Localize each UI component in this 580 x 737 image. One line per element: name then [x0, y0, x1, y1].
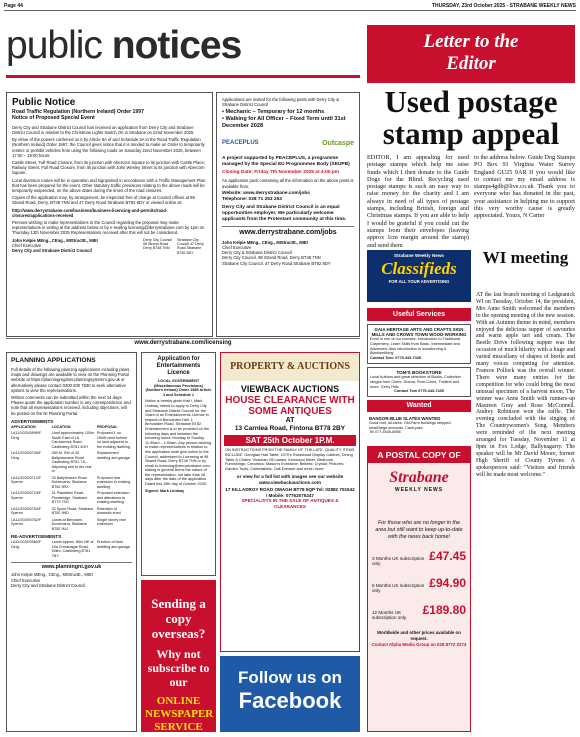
wanted-heading: Wanted — [367, 400, 471, 412]
auction-contact: 17 KILLADROY ROAD OMAGH BT78 5QP Tel: 02882 751542 / Mobile: 07762075247 — [225, 487, 355, 498]
location-cell: Land approximately 100m South East of 18 Carrickmore Road, Castlederg BT81 4GH — [51, 431, 95, 449]
rate-3-price: £47.45 — [429, 549, 466, 563]
postal-brand2: WEEKLY NEWS — [394, 487, 444, 493]
toms-body: Local Authors and great selection of Books, Collection ranges from Crime, Drama, Rom-Coms, Thrillers and more. Gerry Hills — [370, 375, 461, 389]
licensing-url[interactable]: www.derrystrabane.com/licensing — [6, 338, 360, 348]
toms-bookstore-ad — [367, 367, 471, 397]
viewback-title: VIEWBACK AUCTIONS — [240, 384, 340, 394]
toms-contact: Contact Tom 0775-343-7435 — [394, 389, 444, 394]
rate-6-label: 6 Months UK subscription only — [372, 583, 425, 593]
letter-to-editor-banner — [367, 25, 575, 83]
application-cell: LA11/2025/0724/F Sperrin — [11, 491, 42, 500]
toms-title: TOM'S BOOKSTORE — [396, 370, 442, 375]
table-row — [11, 431, 132, 449]
proposal-cell: Erection of farm dwelling and garage — [96, 540, 130, 549]
road-closure-notice — [6, 92, 213, 337]
entertainments-licence — [141, 352, 216, 576]
rate-3-label: 3 Months UK subscription only — [372, 556, 425, 566]
jobs-signature-role: Chief Executive — [222, 245, 252, 251]
location-cell: LOCATION — [51, 424, 71, 429]
classifieds-banner — [367, 250, 471, 302]
application-cell: LA11/2025/0580/F Derg — [11, 540, 42, 549]
rate-6-months — [372, 576, 466, 593]
planning-table-readvert — [11, 540, 132, 558]
online-subscription-advert[interactable] — [141, 580, 216, 732]
header-date: THURSDAY, 23rd October 2025 - STRABANE WEEKLY NEWS — [431, 3, 576, 9]
title-underline — [6, 75, 360, 78]
notice-p5: Copies of the application may, by arrangement, be inspected free of charge at Council offices at 98 Strand Road, Derry, BT48 7NN and 47 Derry Road Strabane BT82 8DY or viewed online at: — [12, 195, 195, 206]
licence-body: Notice is hereby given that I, Mark Lindsay, intend to apply to Derry City and Strabane District Council for the Grant of an Entertainments Licence in respect of Benvarden Hall, 1 Benvarden Road, Strabane BT82. Entertainment is to be provided on the following days and between the following hours: Monday to Sunday 11:30am – 1:00am. Any person wishing to make representations in relation to this application shall give notice to the Council, addressed to Licensing at 98 Strand Road, Derry BT48 7NN or by email to licensing@derrystrabane.com, stating in general terms the nature of the representation, not later than 28 days after the date of the application. Dated this 15th day of October 2025. — [145, 399, 212, 487]
jobs-equal-opportunity: Derry City and Strabane District Council is an equal opportunities employer. We particularly welcome applicants from the Protestant community at this time. — [222, 204, 347, 222]
classifieds-paper: Strabane Weekly News — [394, 253, 444, 258]
jobs-pack: An application pack containing all the information on the above posts is available from: — [222, 178, 354, 189]
location-cell: Lands approx. 80m NE of 15a Crossnagar Road, Killen, Castlederg BT81 7NY — [51, 540, 94, 558]
notice-signature-role: Chief Executive — [12, 242, 42, 248]
application-cell: APPLICATION — [11, 424, 36, 429]
bangor-title: BANGOR-BLUE SLATES WANTED — [369, 416, 441, 421]
letter-col2: to the address below. Guide Dog Stamps PO Box 91 Virginia Water Surrey England GU25 9AR If you would like to contact me my email address is stamps4gdb@live.co.uk Thank you to everyone who has donated in the past, your assistance in helping me to support this very worthy cause is greatly appreciated. Yours, N Carter — [474, 154, 575, 220]
planning-p2: Written comments can be submitted within the next 14 days. Please quote the application number in any correspondence and note that all representations received, including objections, will be posted on the NI Planning Portal. — [11, 395, 131, 416]
wi-body: AT the last branch meeting of Ledgeanick WI on Tuesday, October 14, the president, Mrs Anne Smith welcomed the members to the opening meeting of the new session. With an Autumn theme in mind, members enjoyed the delicious supper of savouries and warm apple tart and cream. The Beetle Drive following supper was the occasion of much hilarity with a huge and varied miscellany of shapes of beetle and many voices competing for attention. Frances Pollock was the overall winner. There were many entries for the competition for who could bring the most unusual specimen of a harvest moon. The winner was Anne Smith with runners-up Maureen Gray and Rose McConnell. Audrey Robinson won the raffle. The evening concluded with the singing of The Countrywomen's Song. Members were reminded of the next meeting arranged for Tuesday, November 11 at 8pm in Fox Lodge, Ballynagarry. The speaker will be Mr David Moore, former High Sheriff of County Tyrone. A spokesperson said: "Visitors and friends will be made most welcome." — [476, 292, 575, 478]
postal-brand: Strabane — [389, 469, 449, 486]
auction-specialists: SPECIALISTS IN THE SALE OF ANTIQUES & CLEARANCES — [241, 498, 339, 509]
jobs-telephone: Telephone: 028 71 253 253 — [222, 196, 282, 202]
licence-sub: LOCAL GOVERNMENT (Miscellaneous Provisions) (Northern Ireland) Order 1985 Article 3 and Schedule 1 — [145, 379, 212, 397]
location-cell: 32 Spout Road, Strabane, BT82 9ND — [51, 506, 95, 516]
table-row — [11, 518, 132, 532]
planning-signature-org: Derry City and Strabane District Council — [11, 582, 86, 588]
gaia-contact: Contact Tom: 0775-343-7435 — [370, 355, 421, 360]
bangor-slates-ad — [367, 414, 471, 442]
gaia-title: GAIA HERITAGE ARTS AND CRAFTS SIGN MILLS AND CROWS TOWN WOOD-WORKING — [371, 327, 467, 338]
auction-at: AT — [285, 417, 295, 424]
letter-col1: EDITOR, I am appealing for used postage stamps which help me raise funds which I then donate to the Guide Dogs for the Blind. Recycling used postage stamps is such an easy way to raise money for the charity and I am always in need of all types of postage stamps, including British, foreign and Christmas stamps. If you are able to help I would be grateful if you could cut the stamps from their envelopes (leaving approx 1cm margin around the stamp) and send them — [367, 154, 469, 249]
notice-p2: By virtue of the powers conferred on it by Article 8A of and Schedule 3A to the Road Traffic Regulation (Northern Ireland) Order 1997, the Council gives notice that it is minded to make an Order to temporarily restrict or prohibit vehicles from using the following roads on Saturday 22nd November 2025, between 17:00 – 19:00 hours. — [12, 137, 205, 158]
proposal-cell: Retention of domestic shed — [96, 506, 121, 516]
planning-signature-role: Chief Executive — [11, 577, 41, 583]
title-word-public: public — [6, 24, 102, 67]
auction-date: SAT 25th October 1P.M. — [224, 435, 356, 446]
table-row — [11, 507, 132, 516]
notice-sub1: Road Traffic Regulation (Northern Ireland) Order 1997 — [12, 109, 145, 115]
property-auctions-banner: PROPERTY & AUCTIONS — [221, 353, 359, 381]
postal-text: For those who are no longer in the area but still want to keep up-to-date with the news back home! — [375, 520, 463, 540]
banner-line1: Letter to the — [423, 31, 519, 52]
proposal-cell: Proposed rear extension to existing dwelling — [96, 475, 131, 489]
notice-signature: John Kelpie MEng., CEng., MIStructE., MIEI — [12, 237, 98, 243]
bangor-body: Good roof, all-sizes. Old-Farm buildings stripped, small/large amounts. Cash-paid. — [369, 421, 452, 430]
application-cell: LA11/2025/0899/F Derg — [11, 431, 42, 440]
house-clearance-heading: HOUSE CLEARANCE WITH SOME ANTIQUES — [225, 395, 355, 417]
page-header — [4, 3, 576, 11]
facebook-line2: Facebook — [238, 688, 342, 713]
useful-services-heading: Useful Services — [367, 308, 471, 321]
jobs-url[interactable]: www.derrystrabane.com/jobs — [222, 226, 354, 238]
application-cell: LA11/2025/0712/F Sperrin — [11, 475, 42, 485]
application-cell: LA11/2025/0762/F Sperrin — [11, 517, 42, 527]
notice-p6: Persons wishing to make representations to the Council regarding the proposal may make representations in writing at the address below or by e-mailing licensing@derrystrabane.com by 1pm on Thursday 13th November 2025 Representations received after this will not be considered. — [12, 220, 205, 236]
subscribe-line1: Sending a copy overseas? — [151, 596, 206, 641]
job-walking-officer: • Walking for All Officer – Fixed Term until 31st December 2028 — [222, 116, 346, 130]
planning-signature: John Kelpie MEng., CEng., MIStructE., MIEI — [11, 572, 93, 578]
notice-p4: Local diversion routes will be in operation and signposted in accordance with a Traffic Management Plan that has been prepared for the event. Other statutory traffic provisions relating to the above roads will be temporarily suspended, on the above dates during the times of the road closures. — [12, 177, 206, 194]
table-row — [11, 476, 132, 490]
auction-address: 13 Carnlea Road, Fintona BT78 2BY — [234, 425, 346, 432]
planning-p1: Full details of the following planning applications including plans, maps and drawings are available to view on the Planning Portal website at https://planningregister.planningsystemni.gov.uk or alternatively please contact 0300 200 7830 to seek alternative options to view the representations. — [11, 367, 131, 393]
notice-p1: Derry City and Strabane District Council has received an application from Derry City and Strabane District Council in relation to the Christmas Lights Switch On in Strabane on 22nd November 2025. — [12, 124, 195, 136]
title-word-notices: notices — [111, 24, 242, 67]
planning-ads-heading: ADVERTISEMENTS — [11, 418, 54, 424]
postal-copy-advert — [367, 446, 471, 732]
viewback-auction-advert — [220, 352, 360, 652]
table-header — [11, 425, 132, 430]
jobs-closing-date: Closing Date: Friday 7th November 2025 at 4:00 pm — [222, 170, 340, 176]
classifieds-title: Classifieds — [381, 259, 457, 278]
notice-p3: Castle Street, Full Road Closure, from its junction with Abercorn Square to its junction with Castle Place; Railway Street, Full Road Closure, from its junction with John Wesley Street to its junction with Abercorn Square. — [12, 160, 205, 176]
derry-address: Derry City Council 98 Strand Road Derry BT48 7NN — [143, 237, 172, 251]
gaia-ad — [367, 324, 471, 364]
proposal-cell: Replacement dwelling and garage — [96, 451, 130, 460]
postal-note: Worldwide and other prices available on request. — [377, 630, 461, 641]
location-cell: 31 Plantation Road, Plumbridge, Strabane BT79 7SG — [51, 491, 88, 505]
postal-heading: A POSTAL COPY OF — [368, 447, 470, 463]
jobs-signature-org: Derry City & Strabane District Council — [222, 250, 292, 256]
subscribe-line3: ONLINE NEWSPAPER SERVICE — [145, 695, 214, 733]
licence-title: Application for Entertainments Licence — [156, 356, 201, 376]
planning-readvert-heading: RE-ADVERTISEMENTS — [11, 534, 62, 540]
letter-headline: Used postage stamp appeal — [382, 84, 560, 151]
licence-signed: Signed: Mark Lindsay — [145, 488, 185, 493]
proposal-cell: Proposed 1 no. 15kW wind turbine on land adjacent to the existing dwelling — [96, 431, 130, 449]
bangor-phone: Tel 077-4545-8958 — [369, 430, 401, 435]
jobs-website[interactable]: Website: www.derrystrabane.com/jobs — [222, 190, 310, 196]
notice-title: Public Notice — [12, 97, 76, 108]
rate-12-price: £189.80 — [422, 603, 466, 617]
proposal-cell: Single storey rear extension — [96, 517, 126, 527]
job-mechanic: • Mechanic – Temporary for 12 months — [222, 109, 325, 116]
rate-12-months — [372, 603, 466, 620]
notice-signature-org: Derry City and Strabane District Council — [12, 248, 92, 254]
notice-sub2: Notice of Proposed Special Event — [12, 115, 95, 122]
planning-url[interactable]: www.planningni.gov.uk — [11, 562, 132, 572]
application-cell: LA11/2025/0754/F Sperrin — [11, 506, 42, 516]
section-title — [6, 26, 241, 66]
notice-link[interactable]: http://www.derrystrabane.com/business/business-licencing-and-permits/road-closures/applications-received — [12, 207, 168, 218]
planning-table — [11, 425, 132, 532]
jobs-advert — [216, 92, 360, 337]
postal-contact: Contact Alpha Media Group on 028 8772 2274 — [371, 642, 467, 647]
outcaspe-logo: Outcaspe — [322, 139, 354, 147]
strabane-address: Strabane City Council 47 Derry Road Strabane BT82 8DY — [177, 237, 204, 255]
planning-title: PLANNING APPLICATIONS — [11, 357, 96, 364]
rate-12-label: 12 Months UK subscription only — [372, 610, 407, 620]
table-row — [11, 451, 132, 474]
table-row — [11, 540, 132, 558]
jobs-project: A project supported by PEACEPLUS, a programme managed by the Special EU Programmes Body (SEUPB) — [222, 156, 350, 168]
banner-line2: Editor — [446, 53, 496, 74]
wi-title: WI meeting — [482, 248, 569, 267]
peaceplus-logo: PEACEPLUS — [222, 140, 259, 147]
jobs-intro: Applications are invited for the following posts with Derry City & Strabane District Council — [222, 97, 340, 108]
facebook-advert[interactable] — [220, 656, 360, 732]
classifieds-tagline: FOR ALL YOUR ADVERTISING — [388, 279, 450, 284]
subscribe-line2: Why not subscribe to our — [147, 647, 210, 689]
auction-description: ON INSTRUCTIONS FROM THE FAMILY OF THE LATE. QUALITY ITEMS INCLUDE: Georgian Hall Table; 1970's Rosewood Display Cabinet; Dining Table & Chairs; Victorian Oil Lamps; Kenwood Mixer; Bedroom Furnishings; Ceramics; Mason's Ironstone; Belleek; Crystal; Pictures; Garden Tools; Collectables; Oak Dresser and much more. — [225, 447, 355, 472]
proposal-cell: Proposed extension and alterations to existing dwelling — [96, 491, 130, 505]
jobs-signature: John Kelpie MEng., CEng., MIStructE., MIEI — [222, 239, 308, 245]
gaia-body: Enrol in one of our courses. Introduction to Traditional Carpentery. Learn Skills from Basic, Intermediate and Advanced. Also introduction to woodturning & Blacksmithing — [370, 337, 461, 356]
location-cell: 33 Ballyheaven Road Donemana, Strabane BT82 9RX — [51, 475, 87, 489]
rate-6-price: £94.90 — [429, 576, 466, 590]
auction-website[interactable]: or view for a full list with images see our website www.viewbackauctions.com — [236, 473, 344, 485]
location-cell: 280 M. SW of 20 Ballymacrane Road Castlederg BT81 7JL - Adjoining and to the rear of — [51, 451, 92, 474]
facebook-line1: Follow us on — [238, 668, 342, 687]
jobs-address-derry: Derry City Council, 98 Strand Road, Derry BT48 7NN — [222, 255, 321, 261]
location-cell: Lands at Benowen, Donemana, Strabane BT82 9UJ — [51, 517, 87, 531]
rate-3-months — [372, 549, 466, 566]
page-number: Page 44 — [4, 3, 23, 9]
application-cell: LA11/2025/0706/F Derg — [11, 451, 42, 460]
jobs-address-strabane: Strabane City Council, 47 Derry Road Strabane BT82 8DY — [222, 260, 331, 266]
planning-applications — [6, 352, 137, 732]
proposal-cell: PROPOSAL — [96, 424, 118, 429]
table-row — [11, 491, 132, 505]
